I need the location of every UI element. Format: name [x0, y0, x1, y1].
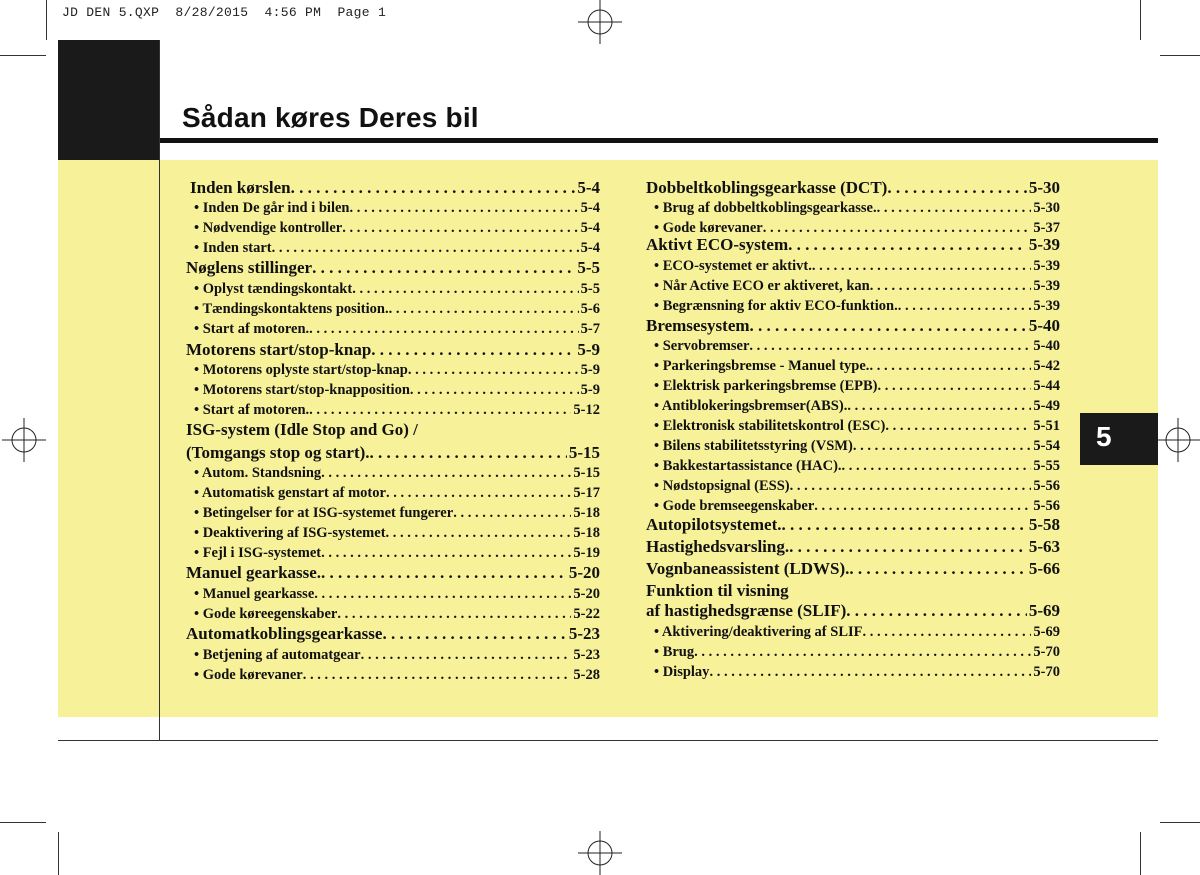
toc-entry-title: • Nødstopsignal (ESS) — [654, 478, 790, 494]
dot-leader — [694, 644, 1031, 661]
toc-subentry[interactable] — [654, 278, 1060, 298]
toc-subentry[interactable] — [194, 647, 600, 667]
toc-entry[interactable] — [186, 340, 600, 360]
dot-leader — [337, 606, 571, 623]
dot-leader — [321, 545, 571, 562]
registration-mark-icon — [578, 0, 622, 44]
toc-entry-title: • Gode kørevaner — [654, 220, 763, 236]
toc-entry[interactable] — [186, 420, 600, 440]
toc-page-number: 5-17 — [573, 485, 600, 501]
dot-leader — [788, 235, 1027, 255]
dot-leader — [321, 465, 571, 482]
toc-subentry[interactable] — [654, 644, 1060, 664]
toc-entry-title: • Inden start — [194, 240, 272, 256]
toc-subentry[interactable] — [654, 664, 1060, 684]
dot-leader — [790, 478, 1032, 495]
toc-subentry[interactable] — [654, 258, 1060, 278]
toc-page-number: 5-4 — [577, 178, 600, 197]
header-black-block — [58, 40, 160, 160]
toc-subentry[interactable] — [194, 465, 600, 485]
toc-entry-title: • Brug — [654, 644, 695, 660]
toc-subentry[interactable] — [654, 378, 1060, 398]
toc-entry-title: • Autom. Standsning — [194, 465, 322, 481]
toc-page-number: 5-19 — [573, 545, 600, 561]
toc-page-number: 5-63 — [1028, 537, 1060, 556]
toc-entry-title: • Betingelser for at ISG-systemet fungerer — [194, 505, 454, 521]
toc-subentry[interactable] — [654, 418, 1060, 438]
toc-subentry[interactable] — [194, 382, 600, 402]
toc-page-number: 5-4 — [580, 200, 600, 216]
crop-mark — [46, 0, 47, 40]
toc-entry[interactable] — [646, 581, 1060, 601]
toc-entry[interactable] — [646, 178, 1060, 198]
dot-leader — [371, 340, 575, 360]
dot-leader — [863, 624, 1032, 641]
toc-entry[interactable] — [186, 258, 600, 278]
toc-page-number: 5-5 — [580, 281, 600, 297]
toc-page-number: 5-28 — [573, 667, 600, 683]
toc-subentry[interactable] — [654, 438, 1060, 458]
dot-leader — [350, 200, 579, 217]
toc-entry-title: • Deaktivering af ISG-systemet — [194, 525, 386, 541]
toc-page-number: 5-40 — [1028, 316, 1060, 335]
dot-leader — [342, 220, 578, 237]
toc-subentry[interactable] — [194, 281, 600, 301]
toc-page-number: 5-42 — [1033, 358, 1060, 374]
toc-entry-title: ISG-system (Idle Stop and Go) / — [186, 420, 418, 439]
toc-page-number: 5-4 — [580, 240, 600, 256]
crop-mark — [0, 55, 46, 56]
toc-entry-title: • Oplyst tændingskontakt — [194, 281, 353, 297]
crop-mark — [0, 822, 46, 823]
dot-leader — [303, 667, 572, 684]
toc-subentry[interactable] — [654, 398, 1060, 418]
toc-page-number: 5-58 — [1028, 515, 1060, 534]
toc-entry-title: • Inden De går ind i bilen — [194, 200, 350, 216]
toc-page-number: 5-9 — [580, 362, 600, 378]
toc-entry-title: • Aktivering/deaktivering af SLIF — [654, 624, 863, 640]
dot-leader — [314, 586, 571, 603]
chapter-number: 5 — [1096, 421, 1112, 452]
toc-entry-title: • Elektronisk stabilitetskontrol (ESC) — [654, 418, 886, 434]
toc-page-number: 5-18 — [573, 525, 600, 541]
dot-leader — [846, 601, 1027, 621]
toc-subentry[interactable] — [654, 458, 1060, 478]
toc-entry-title: • Elektrisk parkeringsbremse (EPB) — [654, 378, 878, 394]
toc-entry-title: • Begrænsning for aktiv ECO-funktion. — [654, 298, 898, 314]
toc-subentry[interactable] — [194, 606, 600, 626]
toc-entry-title: Bremsesystem — [646, 316, 750, 335]
toc-entry[interactable] — [646, 601, 1060, 621]
toc-subentry[interactable] — [654, 200, 1060, 220]
crop-mark — [1160, 822, 1200, 823]
toc-subentry[interactable] — [194, 200, 600, 220]
dot-leader — [847, 398, 1031, 415]
toc-entry-title: • Når Active ECO er aktiveret, kan — [654, 278, 870, 294]
toc-entry-title: Vognbaneassistent (LDWS). — [646, 559, 850, 578]
toc-page-number: 5-69 — [1028, 601, 1060, 620]
toc-subentry[interactable] — [194, 586, 600, 606]
dot-leader — [386, 525, 572, 542]
toc-entry-title: • Manuel gearkasse — [194, 586, 315, 602]
toc-page-number: 5-44 — [1033, 378, 1060, 394]
dot-leader — [291, 178, 576, 198]
toc-entry[interactable] — [646, 515, 1060, 535]
dot-leader — [749, 338, 1031, 355]
dot-leader — [382, 624, 566, 644]
toc-page-number: 5-37 — [1033, 220, 1060, 236]
dot-leader — [789, 537, 1027, 557]
toc-page-number: 5-23 — [573, 647, 600, 663]
toc-entry[interactable] — [646, 235, 1060, 255]
toc-entry-title: Inden kørslen — [190, 178, 291, 197]
toc-subentry[interactable] — [194, 402, 600, 422]
toc-entry-title: • Bakkestartassistance (HAC). — [654, 458, 842, 474]
dot-leader — [877, 200, 1032, 217]
toc-subentry[interactable] — [194, 362, 600, 382]
toc-subentry[interactable] — [194, 525, 600, 545]
toc-entry-title: • Nødvendige kontroller — [194, 220, 343, 236]
toc-entry-title: • Motorens start/stop-knapposition — [194, 382, 410, 398]
crop-mark — [1160, 55, 1200, 56]
toc-page-number: 5-56 — [1033, 498, 1060, 514]
toc-entry[interactable] — [186, 443, 600, 463]
toc-page-number: 5-20 — [568, 563, 600, 582]
dot-leader — [887, 178, 1026, 198]
dot-leader — [849, 559, 1026, 579]
toc-entry-title: • Betjening af automatgear — [194, 647, 361, 663]
toc-page-number: 5-39 — [1033, 278, 1060, 294]
toc-entry-title: • Fejl i ISG-systemet — [194, 545, 322, 561]
toc-entry-title: • Gode bremseegenskaber — [654, 498, 815, 514]
dot-leader — [410, 382, 579, 399]
dot-leader — [309, 402, 571, 419]
toc-page-number: 5-56 — [1033, 478, 1060, 494]
margin-divider — [159, 40, 160, 740]
toc-page-number: 5-39 — [1033, 258, 1060, 274]
toc-entry[interactable] — [646, 537, 1060, 557]
toc-entry-title: • Display — [654, 664, 710, 680]
toc-page-number: 5-4 — [580, 220, 600, 236]
dot-leader — [370, 443, 567, 463]
toc-page-number: 5-23 — [568, 624, 600, 643]
toc-page-number: 5-18 — [573, 505, 600, 521]
toc-entry-title: • Motorens oplyste start/stop-knap — [194, 362, 408, 378]
toc-page-number: 5-51 — [1033, 418, 1060, 434]
toc-page-number: 5-9 — [577, 340, 600, 359]
dot-leader — [842, 458, 1032, 475]
toc-entry-title: Funktion til visning — [646, 581, 789, 600]
toc-page-number: 5-20 — [573, 586, 600, 602]
toc-subentry[interactable] — [194, 220, 600, 240]
toc-subentry[interactable] — [194, 301, 600, 321]
dot-leader — [869, 358, 1031, 375]
toc-entry-title: Motorens start/stop-knap — [186, 340, 372, 359]
toc-page-number: 5-39 — [1033, 298, 1060, 314]
dot-leader — [361, 647, 572, 664]
toc-page-number: 5-39 — [1028, 235, 1060, 254]
dot-leader — [782, 515, 1027, 535]
toc-page-number: 5-15 — [573, 465, 600, 481]
toc-entry-title: • Automatisk genstart af motor — [194, 485, 386, 501]
toc-page-number: 5-40 — [1033, 338, 1060, 354]
registration-mark-icon — [1156, 418, 1200, 462]
toc-entry[interactable] — [190, 178, 600, 198]
print-slug: JD DEN 5.QXP 8/28/2015 4:56 PM Page 1 — [62, 5, 387, 20]
toc-entry-title: Autopilotsystemet. — [646, 515, 782, 534]
dot-leader — [898, 298, 1032, 315]
toc-entry-title: Manuel gearkasse. — [186, 563, 322, 582]
toc-page-number: 5-12 — [573, 402, 600, 418]
dot-leader — [750, 316, 1027, 336]
toc-entry-title: Nøglens stillinger — [186, 258, 313, 277]
toc-subentry[interactable] — [194, 505, 600, 525]
toc-subentry[interactable] — [654, 478, 1060, 498]
toc-entry-title: • Servobremser — [654, 338, 750, 354]
crop-mark — [1140, 832, 1141, 875]
toc-entry-title: • ECO-systemet er aktivt. — [654, 258, 812, 274]
dot-leader — [812, 258, 1032, 275]
dot-leader — [386, 485, 571, 502]
title-rule — [160, 138, 1158, 143]
toc-entry-title: • Start af motoren. — [194, 321, 310, 337]
toc-page-number: 5-69 — [1033, 624, 1060, 640]
toc-entry-title: • Brug af dobbeltkoblingsgearkasse. — [654, 200, 877, 216]
toc-entry-title: Automatkoblingsgearkasse — [186, 624, 383, 643]
toc-page-number: 5-54 — [1033, 438, 1060, 454]
toc-page-number: 5-15 — [568, 443, 600, 462]
toc-subentry[interactable] — [654, 298, 1060, 318]
toc-subentry[interactable] — [194, 667, 600, 687]
bottom-rule — [58, 740, 1158, 741]
dot-leader — [814, 498, 1031, 515]
dot-leader — [408, 362, 579, 379]
toc-page-number: 5-70 — [1033, 664, 1060, 680]
dot-leader — [453, 505, 571, 522]
toc-subentry[interactable] — [194, 240, 600, 260]
toc-page-number: 5-30 — [1033, 200, 1060, 216]
toc-page-number: 5-6 — [580, 301, 600, 317]
dot-leader — [272, 240, 579, 257]
toc-entry[interactable] — [646, 559, 1060, 579]
toc-entry-title: (Tomgangs stop og start). — [186, 443, 370, 462]
dot-leader — [709, 664, 1031, 681]
dot-leader — [853, 438, 1032, 455]
toc-entry-title: af hastighedsgrænse (SLIF) — [646, 601, 847, 620]
toc-entry[interactable] — [646, 316, 1060, 336]
toc-page-number: 5-55 — [1033, 458, 1060, 474]
toc-entry-title: Aktivt ECO-system — [646, 235, 789, 254]
dot-leader — [312, 258, 575, 278]
toc-entry-title: • Tændingskontaktens position. — [194, 301, 389, 317]
toc-entry-title: • Antiblokeringsbremser(ABS). — [654, 398, 848, 414]
dot-leader — [878, 378, 1032, 395]
dot-leader — [309, 321, 579, 338]
toc-page-number: 5-22 — [573, 606, 600, 622]
toc-entry-title: • Bilens stabilitetsstyring (VSM) — [654, 438, 853, 454]
toc-subentry[interactable] — [194, 321, 600, 341]
toc-entry-title: • Gode køreegenskaber — [194, 606, 338, 622]
toc-subentry[interactable] — [654, 358, 1060, 378]
registration-mark-icon — [578, 831, 622, 875]
toc-subentry[interactable] — [194, 545, 600, 565]
toc-page-number: 5-9 — [580, 382, 600, 398]
crop-mark — [1140, 0, 1141, 40]
toc-entry-title: • Start af motoren. — [194, 402, 310, 418]
dot-leader — [885, 418, 1031, 435]
chapter-tab — [1080, 413, 1158, 465]
toc-page-number: 5-49 — [1033, 398, 1060, 414]
toc-entry-title: • Parkeringsbremse - Manuel type. — [654, 358, 870, 374]
toc-page-number: 5-30 — [1028, 178, 1060, 197]
toc-subentry[interactable] — [194, 485, 600, 505]
crop-mark — [58, 832, 59, 875]
toc-page-number: 5-66 — [1028, 559, 1060, 578]
toc-entry-title: Dobbeltkoblingsgearkasse (DCT) — [646, 178, 888, 197]
toc-subentry[interactable] — [654, 624, 1060, 644]
dot-leader — [389, 301, 579, 318]
toc-subentry[interactable] — [654, 338, 1060, 358]
toc-entry[interactable] — [186, 624, 600, 644]
toc-page-number: 5-7 — [580, 321, 600, 337]
toc-entry-title: Hastighedsvarsling. — [646, 537, 790, 556]
dot-leader — [870, 278, 1032, 295]
page-title: Sådan køres Deres bil — [182, 102, 479, 133]
dot-leader — [352, 281, 578, 298]
dot-leader — [321, 563, 567, 583]
toc-page-number: 5-5 — [577, 258, 600, 277]
toc-entry-title: • Gode kørevaner — [194, 667, 303, 683]
toc-page-number: 5-70 — [1033, 644, 1060, 660]
toc-entry[interactable] — [186, 563, 600, 583]
registration-mark-icon — [2, 418, 46, 462]
